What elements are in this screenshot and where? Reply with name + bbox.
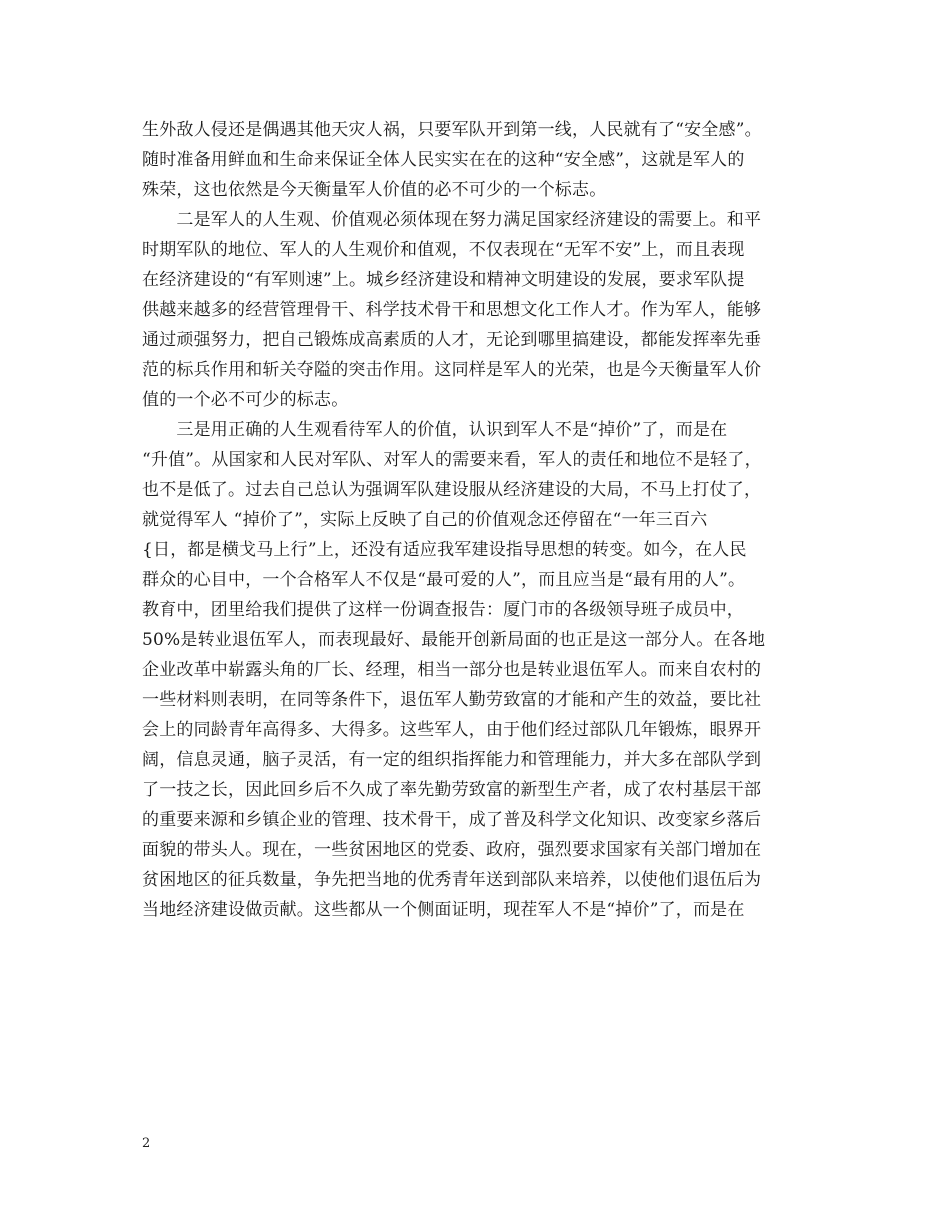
text-line: 三是用正确的人生观看待军人的价值，认识到军人不是“掉价”了，而是在 xyxy=(142,420,728,440)
body-text xyxy=(142,115,812,925)
page-number: 2 xyxy=(142,1136,151,1151)
text-line: {日，都是横戈马上行”上，还没有适应我军建设指导思想的转变。如今，在人民 xyxy=(142,540,747,560)
text-line: 就觉得军人 “掉价了”，实际上反映了自己的价值观念还停留在“一年三百六 xyxy=(142,510,708,530)
text-line: 了一技之长，因此回乡后不久成了率先勤劳致富的新型生产者，成了农村基层干部 xyxy=(142,780,762,800)
text-line: 二是军人的人生观、价值观必须体现在努力满足国家经济建设的需要上。和平 xyxy=(142,210,762,230)
text-line: 企业改革中崭露头角的厂长、经理，相当一部分也是转业退伍军人。而来自农村的 xyxy=(142,660,762,680)
text-line: 通过顽强努力，把自己锻炼成高素质的人才，无论到哪里搞建设，都能发挥率先垂 xyxy=(142,330,762,350)
text-line: 群众的心目中，一个合格军人不仅是“最可爱的人”，而且应当是“最有用的人”。 xyxy=(142,570,746,590)
text-line: 殊荣，这也依然是今天衡量军人价值的必不可少的一个标志。 xyxy=(142,180,607,200)
text-line: 教育中，团里给我们提供了这样一份调查报告：厦门市的各级领导班子成员中， xyxy=(142,600,744,620)
text-line: 50%是转业退伍军人，而表现最好、最能开创新局面的也正是这一部分人。在各地 xyxy=(142,630,766,650)
text-line: “升值”。从国家和人民对军队、对军人的需要来看，军人的责任和地位不是轻了， xyxy=(142,450,762,470)
text-line: 值的一个必不可少的标志。 xyxy=(142,390,349,410)
text-line: 生外敌人侵还是偶遇其他天灾人祸，只要军队开到第一线，人民就有了“安全感”。 xyxy=(142,120,762,140)
text-line: 贫困地区的征兵数量，争先把当地的优秀青年送到部队来培养，以使他们退伍后为 xyxy=(142,870,762,890)
text-line: 在经济建设的“有军则速”上。城乡经济建设和精神文明建设的发展，要求军队提 xyxy=(142,270,745,290)
text-line: 随时准备用鲜血和生命来保证全体人民实实在在的这种“安全感”，这就是军人的 xyxy=(142,150,745,170)
text-line: 也不是低了。过去自己总认为强调军队建设服从经济建设的大局，不马上打仗了， xyxy=(142,480,762,500)
text-line: 当地经济建设做贡献。这些都从一个侧面证明，现茬军人不是“掉价”了，而是在 xyxy=(142,900,745,920)
text-line: 范的标兵作用和斩关夺隘的突击作用。这同样是军人的光荣，也是今天衡量军人价 xyxy=(142,360,762,380)
text-line: 供越来越多的经营管理骨干、科学技术骨干和思想文化工作人才。作为军人，能够 xyxy=(142,300,762,320)
text-line: 面貌的带头人。现在，一些贫困地区的党委、政府，强烈要求国家有关部门增加在 xyxy=(142,840,762,860)
text-line: 会上的同龄青年高得多、大得多。这些军人，由于他们经过部队几年锻炼，眼界开 xyxy=(142,720,762,740)
text-line: 阔，信息灵通，脑子灵活，有一定的组织指挥能力和管理能力，并大多在部队学到 xyxy=(142,750,762,770)
text-line: 的重要来源和乡镇企业的管理、技术骨干，成了普及科学文化知识、改变家乡落后 xyxy=(142,810,762,830)
text-line: 一些材料则表明，在同等条件下，退伍军人勤劳致富的才能和产生的效益，要比社 xyxy=(142,690,762,710)
text-line: 时期军队的地位、军人的人生观价和值观，不仅表现在“无军不安”上，而且表现 xyxy=(142,240,745,260)
